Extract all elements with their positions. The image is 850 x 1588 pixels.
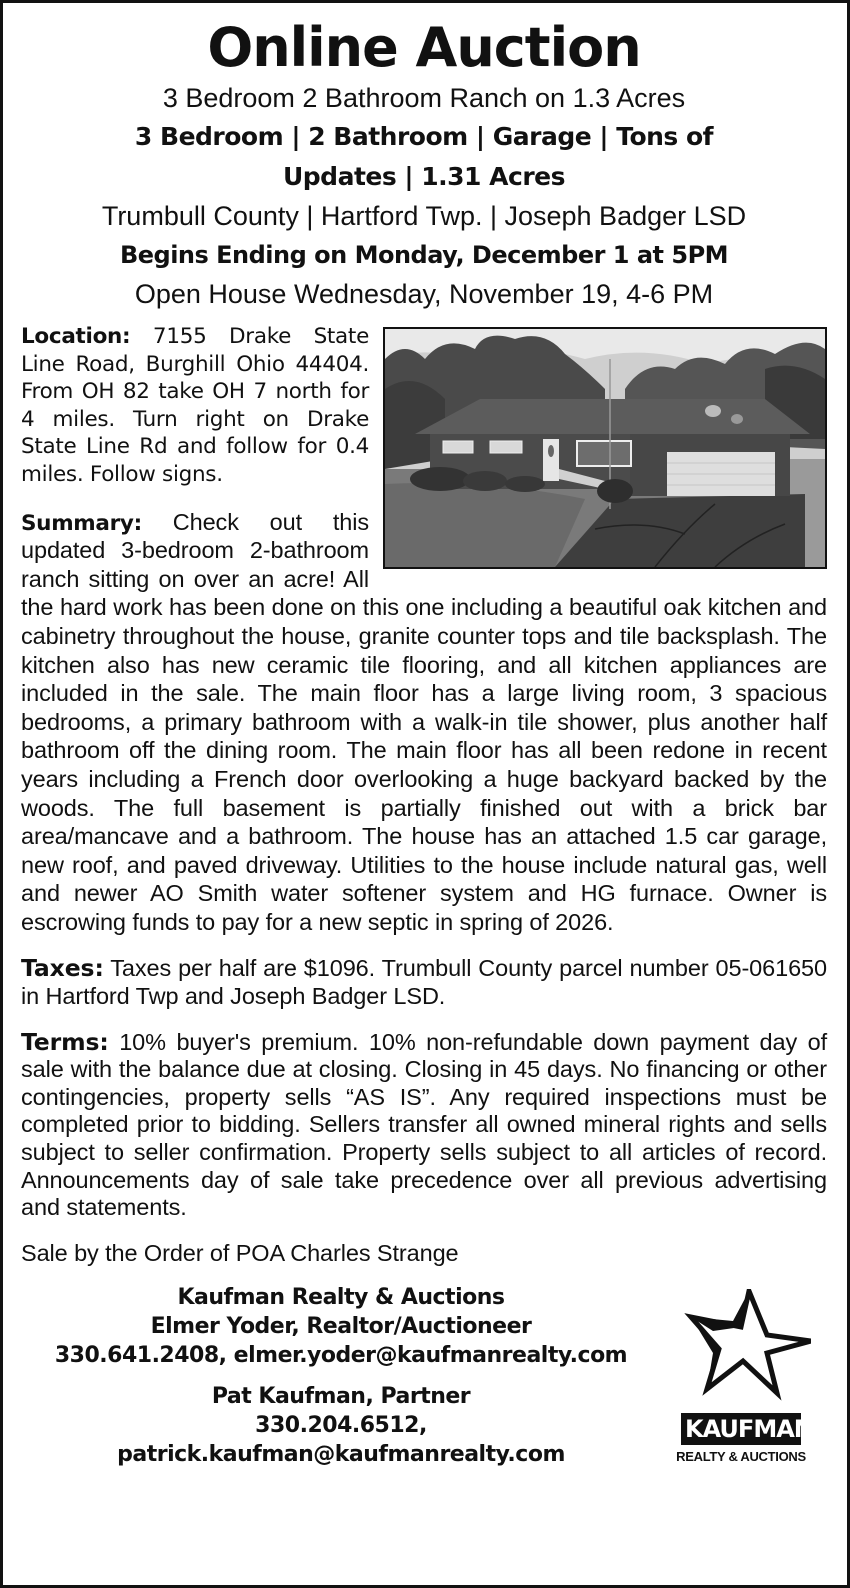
agent1-name: Elmer Yoder, Realtor/Auctioneer (150, 1314, 532, 1340)
taxes-label: Taxes: (21, 954, 104, 983)
star-icon (671, 1289, 811, 1409)
logo-wordmark: KAUFMAN (681, 1413, 801, 1445)
terms-paragraph (21, 1029, 827, 1222)
features-line-2: Updates | 1.31 Acres (282, 162, 565, 191)
agent2-phone[interactable]: 330.204.6512, (255, 1413, 427, 1439)
terms-text: 10% buyer's premium. 10% non-refundable down payment day of sale with the balance due at closing. Closing in 45 days. No financing or other contingencies, property sells “AS IS”. Any required inspections must be completed prior to bidding. Sellers transfer all owned mineral rights and sells subject to seller confirmation. Property sells subject to all articles of record. Announcements day of sale take precedence over all previous advertising and statements. (21, 1028, 827, 1221)
seller-line: Sale by the Order of POA Charles Strange (21, 1239, 459, 1266)
agent1-contact[interactable]: 330.641.2408, elmer.yoder@kaufmanrealty.com (54, 1343, 628, 1369)
agent2-email[interactable]: patrick.kaufman@kaufmanrealty.com (117, 1442, 565, 1468)
company-name: Kaufman Realty & Auctions (177, 1285, 505, 1311)
page-title: Online Auction (207, 16, 641, 79)
house-photo-image (385, 329, 825, 567)
logo-tagline: REALTY & AUCTIONS (676, 1449, 806, 1465)
summary-paragraph (21, 509, 827, 938)
location-text: 7155 Drake State Line Road, Burghill Ohio 44404. From OH 82 take OH 7 north for 4 miles. Turn right on Drake State Line Rd and follow for 0.4 miles. Follow signs. (21, 324, 369, 487)
location-label: Location: (21, 324, 131, 349)
kaufman-logo (671, 1289, 811, 1475)
house-photo (383, 327, 827, 569)
auction-ending: Begins Ending on Monday, December 1 at 5PM (119, 241, 729, 269)
features-line-1: 3 Bedroom | 2 Bathroom | Garage | Tons of (134, 122, 714, 151)
summary-label: Summary: (21, 510, 142, 536)
contact-section (21, 1283, 827, 1469)
terms-label: Terms: (21, 1027, 109, 1056)
subtitle: 3 Bedroom 2 Bathroom Ranch on 1.3 Acres (162, 83, 686, 113)
taxes-paragraph (21, 955, 827, 1010)
open-house: Open House Wednesday, November 19, 4-6 PM (134, 279, 714, 309)
taxes-text: Taxes per half are $1096. Trumbull County parcel number 05-061650 in Hartford Twp and Joseph Badger LSD. (21, 955, 827, 1010)
location-line: Trumbull County | Hartford Twp. | Joseph Badger LSD (101, 201, 747, 231)
summary-text: Check out this updated 3-bedroom 2-bathroom ranch sitting on over an acre! All the hard work has been done on this one including a beautiful oak kitchen and cabinetry throughout the house, granite counter tops and tile backsplash. The kitchen also has new ceramic tile flooring, and all kitchen appliances are included in the sale. The main floor has a large living room, 3 spacious bedrooms, a primary bathroom with a walk-in tile shower, plus another half bathroom off the dining room. The main floor has all been redone in recent years including a French door overlooking a huge backyard backed by the woods. The full basement is partially finished out with a brick bar area/mancave and a bathroom. The house has an attached 1.5 car garage, new roof, and paved driveway. Utilities to the house include natural gas, well and newer AO Smith water softener system and HG furnace. Owner is escrowing funds to pay for a new septic in spring of 2026. (21, 508, 827, 935)
agent2-name: Pat Kaufman, Partner (211, 1384, 471, 1410)
